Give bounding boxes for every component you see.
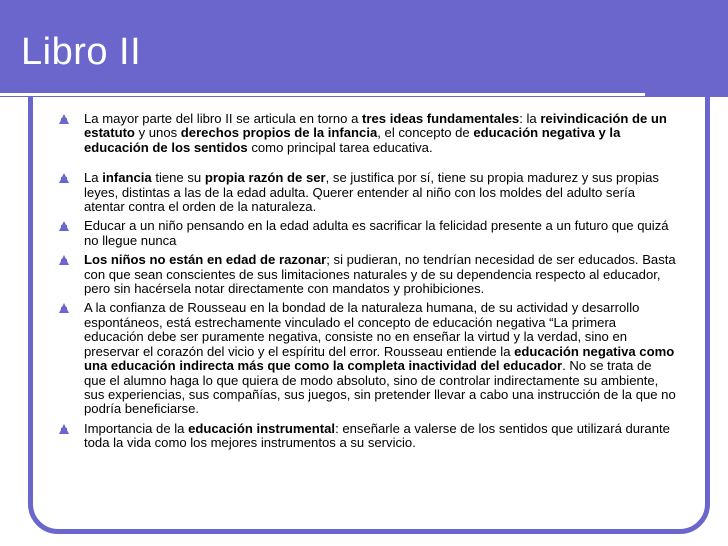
bold-text: educación instrumental xyxy=(188,420,336,436)
triangle-bullet-icon xyxy=(59,303,69,313)
body-text: La mayor parte del libro II se articula en torno a xyxy=(84,111,363,126)
bold-text: propia razón de ser xyxy=(204,170,326,186)
body-text: y unos xyxy=(134,125,181,141)
body-text: La xyxy=(84,170,103,186)
body-text: , se justifica por sí, tiene su propia madurez y sus propias leyes, distintas a las de la edad adulta. Querer entender al niño con los moldes del adulto sería atentar contra el orden de la naturaleza. xyxy=(84,170,659,215)
bold-text: derechos propios de la infancia xyxy=(180,125,378,141)
triangle-bullet-icon xyxy=(59,173,69,183)
bold-text: reivindicación de un estatuto xyxy=(84,111,667,141)
bullet-item xyxy=(58,219,676,248)
body-text: : la xyxy=(519,111,541,126)
triangle-bullet-icon xyxy=(59,114,69,124)
body-text: ; si pudieran, no tendrían necesidad de ser educados. Basta con que sean conscientes de sus limitaciones naturales y de su dependencia respecto al educador, pero sin hacérsela notar directamente con mandatos y prohibiciones. xyxy=(84,252,676,297)
triangle-bullet-icon xyxy=(59,255,69,265)
bullet-item xyxy=(58,253,676,296)
bullet-item xyxy=(58,171,676,214)
body-text: : enseñarle a valerse de los sentidos que utilizará durante toda la vida como los mejores instrumentos a su servicio. xyxy=(84,420,670,451)
body-text: Importancia de la xyxy=(84,420,189,436)
bold-text: tres ideas fundamentales xyxy=(362,111,520,126)
bullet-list xyxy=(58,112,676,456)
title-divider xyxy=(0,93,645,96)
body-text: Educar a un niño pensando en la edad adulta es sacrificar la felicidad presente a un futuro que quizá no llegue nunca xyxy=(84,218,669,248)
bold-text: Los niños no están en edad de razonar xyxy=(84,252,327,268)
bold-text: infancia xyxy=(102,170,152,186)
bold-text: educación negativa y la educación de los sentidos xyxy=(84,125,621,155)
body-text: A la confianza de Rousseau en la bondad de la naturaleza humana, de su actividad y desarrollo espontáneos, está estrechamente vinculado el concepto de educación negativa “La primera educación debe ser puramente negativa, consiste no en enseñar la virtud y la verdad, sino en preservar el corazón del vicio y el espíritu del error. Rousseau entiende la xyxy=(84,300,640,359)
bullet-item xyxy=(58,422,676,451)
body-text: tiene su xyxy=(151,170,205,186)
body-text: , el concepto de xyxy=(377,125,474,141)
bullet-item xyxy=(58,112,676,155)
slide-title: Libro II xyxy=(21,31,142,73)
triangle-bullet-icon xyxy=(59,424,69,434)
body-text: . No se trata de que el alumno haga lo que quiera de modo absoluto, sino de controlar indirectamente su ambiente, sus experiencias, sus compañías, sus juegos, sin pretender llevar a cabo una instrucción de la que no podría beneficiarse. xyxy=(84,358,676,417)
bullet-item xyxy=(58,301,676,416)
triangle-bullet-icon xyxy=(59,221,69,231)
body-text: como principal tarea educativa. xyxy=(247,139,433,155)
bold-text: educación negativa como una educación indirecta más que como la completa inactividad del educador xyxy=(84,343,675,374)
